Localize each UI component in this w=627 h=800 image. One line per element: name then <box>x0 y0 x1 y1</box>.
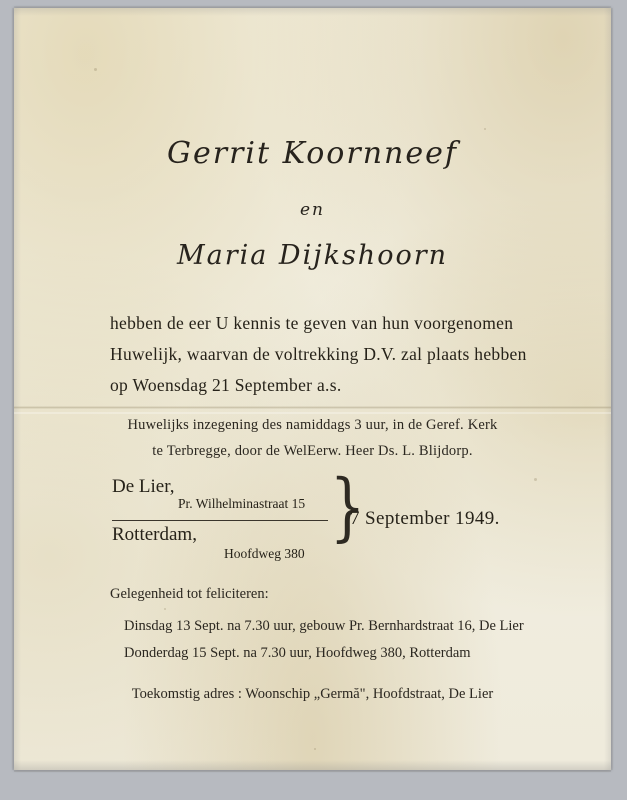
conjunction-en: en <box>299 200 325 220</box>
address-city-second: Rotterdam, <box>112 524 197 545</box>
congratulations-entry: Donderdag 15 Sept. na 7.30 uur, Hoofdweg 380, Rotterdam <box>124 645 471 661</box>
announcement-date: 7 September 1949. <box>350 508 500 529</box>
congratulations-heading: Gelegenheid tot feliciteren: <box>110 586 269 602</box>
announcement-line: op Woensdag 21 September a.s. <box>110 375 342 395</box>
ceremony-line: Huwelijks inzegening des namiddags 3 uur, in de Geref. Kerk <box>127 417 498 433</box>
groom-name: Gerrit Koornneef <box>167 136 458 171</box>
congratulations-entry: Dinsdag 13 Sept. na 7.30 uur, gebouw Pr. Bernhardstraat 16, De Lier <box>124 618 524 634</box>
bride-name: Maria Dijkshoorn <box>176 240 449 271</box>
card-content <box>14 8 611 770</box>
address-street-second: Hoofdweg 380 <box>224 546 305 561</box>
congratulations-block <box>110 586 540 667</box>
curly-brace-glyph: } <box>329 464 366 550</box>
paper-sheet <box>14 8 611 770</box>
ceremony-paragraph <box>14 412 611 464</box>
announcement-line: hebben de eer U kennis te geven van hun voorgenomen <box>110 313 514 333</box>
address-city-first: De Lier, <box>112 476 175 497</box>
ceremony-line: te Terbregge, door de WelEerw. Heer Ds. L. Blijdorp. <box>152 443 473 459</box>
address-street-first: Pr. Wilhelminastraat 15 <box>178 496 306 511</box>
announcement-line: Huwelijk, waarvan de voltrekking D.V. zal plaats hebben <box>110 344 527 364</box>
announcement-paragraph <box>110 308 530 401</box>
future-address: Toekomstig adres : Woonschip „Germă", Hoofdstraat, De Lier <box>131 686 494 702</box>
address-divider <box>112 520 328 521</box>
